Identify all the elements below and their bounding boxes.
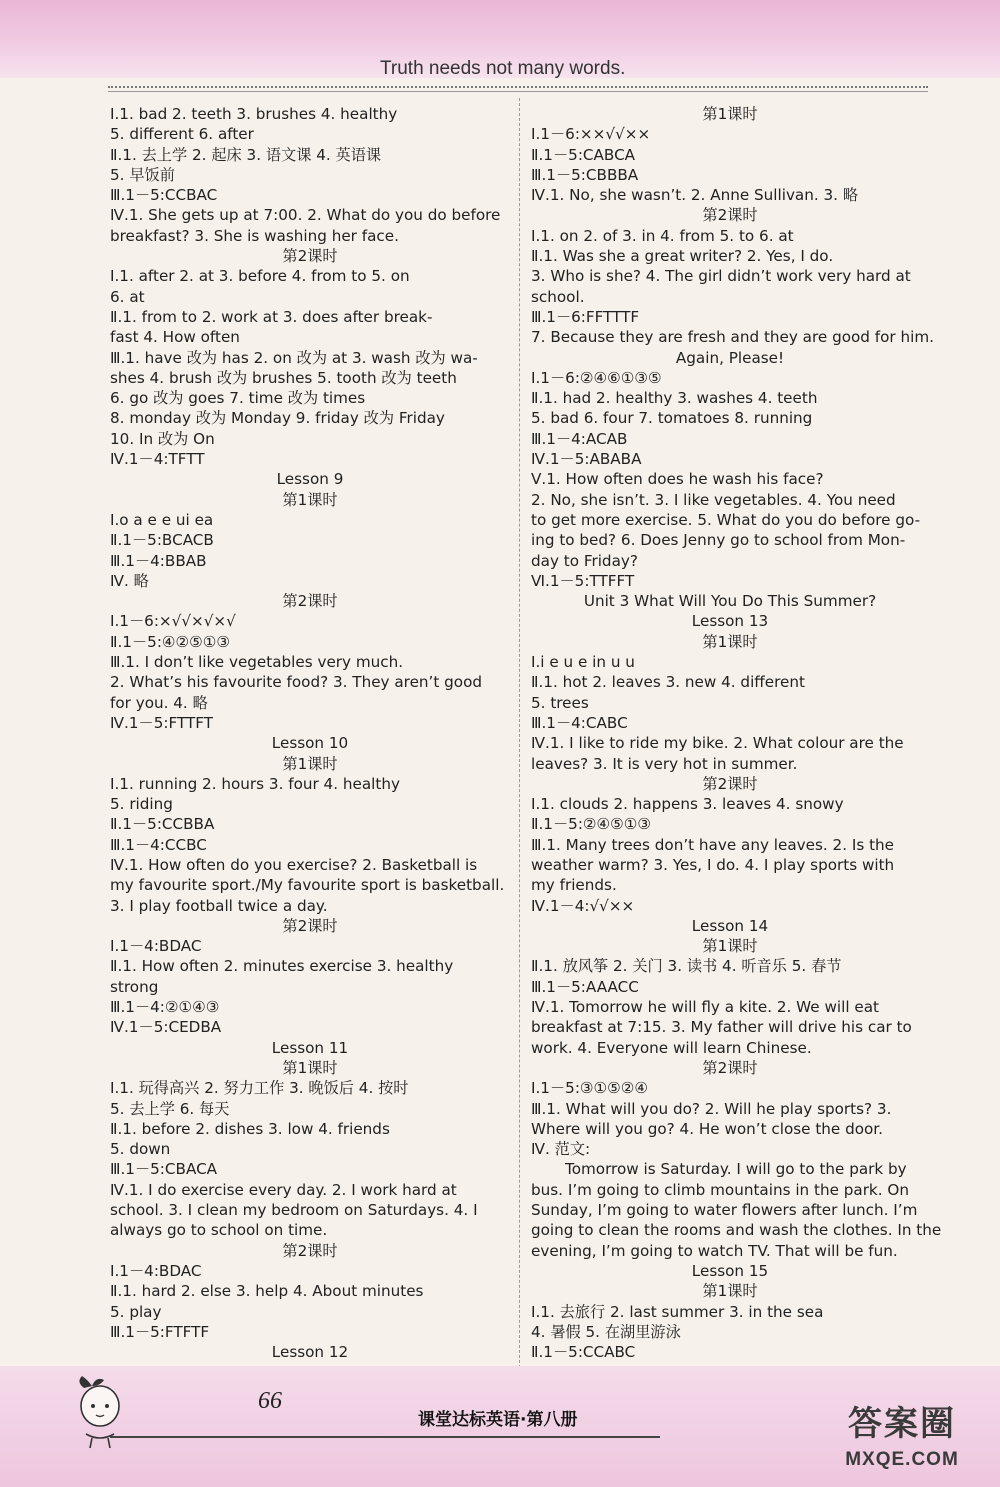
answer-line: Ⅱ.1－5:CABCA — [531, 145, 636, 164]
answer-line: 2. What’s his favourite food? 3. They aren’t good — [110, 673, 483, 692]
answer-line: 10. In 改为 On — [110, 429, 215, 448]
section-heading: 第2课时 — [702, 774, 758, 793]
section-heading: 第1课时 — [702, 937, 758, 956]
answer-line: Ⅱ.1－5:②④⑤①③ — [531, 815, 652, 834]
answer-line: Ⅲ.1－4:CABC — [531, 713, 628, 732]
answer-line: school. 3. I clean my bedroom on Saturdays. 4. I — [110, 1201, 478, 1220]
answer-line: Ⅱ.1. before 2. dishes 3. low 4. friends — [110, 1119, 390, 1138]
answer-line: Ⅱ.1. hard 2. else 3. help 4. About minutes — [110, 1282, 424, 1301]
section-heading: Lesson 11 — [271, 1038, 349, 1057]
answer-line: 7. Because they are fresh and they are good for him. — [531, 328, 934, 347]
answer-line: 5. 早饭前 — [110, 165, 175, 184]
answer-line: Ⅲ.1－4:ACAB — [531, 429, 628, 448]
answer-line: Ⅳ.1. Tomorrow he will fly a kite. 2. We will eat — [531, 998, 879, 1017]
section-heading: 第2课时 — [282, 247, 338, 266]
answer-line: Ⅲ.1. I don’t like vegetables very much. — [110, 653, 404, 672]
answer-line: Ⅳ.1－4:TFTT — [110, 450, 205, 469]
answer-line: 5. 去上学 6. 每天 — [110, 1099, 230, 1118]
answer-line: Ⅱ.1. Was she a great writer? 2. Yes, I do. — [531, 247, 834, 266]
footer-rule — [110, 1436, 660, 1438]
answer-line: work. 4. Everyone will learn Chinese. — [531, 1038, 812, 1057]
answer-line: Ⅳ. 范文: — [531, 1140, 591, 1159]
answer-line: Ⅰ.1－4:BDAC — [110, 937, 202, 956]
section-heading: 第1课时 — [282, 1058, 338, 1077]
answer-line: strong — [110, 977, 159, 996]
answer-line: Ⅲ.1. What will you do? 2. Will he play sports? 3. — [531, 1099, 892, 1118]
answer-line: my favourite sport./My favourite sport is basketball. — [110, 876, 505, 895]
answer-line: for you. 4. 略 — [110, 693, 208, 712]
answer-line: Ⅰ.1. on 2. of 3. in 4. from 5. to 6. at — [531, 226, 794, 245]
answer-line: shes 4. brush 改为 brushes 5. tooth 改为 teeth — [110, 368, 457, 387]
answer-line: 8. monday 改为 Monday 9. friday 改为 Friday — [110, 409, 445, 428]
answer-line: leaves? 3. It is very hot in summer. — [531, 754, 798, 773]
answer-column-right — [531, 104, 942, 1362]
section-heading: 第1课时 — [282, 754, 338, 773]
section-heading: 第2课时 — [702, 206, 758, 225]
answer-line: Ⅵ.1－5:TTFFT — [531, 571, 635, 590]
section-heading: Unit 3 What Will You Do This Summer? — [583, 592, 877, 611]
answer-line: 5. bad 6. four 7. tomatoes 8. running — [531, 409, 813, 428]
answer-line: my friends. — [531, 876, 617, 895]
answer-line: Ⅱ.1. from to 2. work at 3. does after break- — [110, 307, 433, 326]
section-heading: 第1课时 — [702, 1282, 758, 1301]
answer-line: Ⅳ.1. She gets up at 7:00. 2. What do you do before — [110, 206, 501, 225]
section-heading: Lesson 15 — [691, 1261, 769, 1280]
answer-line: Ⅲ.1－4:BBAB — [110, 551, 207, 570]
answer-line: bus. I’m going to climb mountains in the park. On — [531, 1180, 909, 1199]
answer-line: Ⅰ.1－6:×√√×√×√ — [110, 612, 236, 631]
answer-line: to get more exercise. 5. What do you do before go- — [531, 510, 921, 529]
answer-line: Ⅳ.1－5:CEDBA — [110, 1018, 222, 1037]
answer-line: breakfast? 3. She is washing her face. — [110, 226, 399, 245]
answer-line: Ⅲ.1. Many trees don’t have any leaves. 2. Is the — [531, 835, 895, 854]
column-divider — [519, 98, 520, 1368]
answer-line: Where will you go? 4. He won’t close the door. — [531, 1119, 883, 1138]
answer-line: 5. riding — [110, 795, 173, 814]
book-title: 课堂达标英语·第八册 — [418, 1410, 578, 1430]
section-heading: Again, Please! — [675, 348, 785, 367]
answer-line: Ⅱ.1. had 2. healthy 3. washes 4. teeth — [531, 389, 818, 408]
section-heading: 第2课时 — [282, 592, 338, 611]
answer-line: Ⅲ.1－5:AAACC — [531, 977, 639, 996]
answer-line: 6. go 改为 goes 7. time 改为 times — [110, 389, 366, 408]
section-heading: 第1课时 — [282, 490, 338, 509]
answer-line: weather warm? 3. Yes, I do. 4. I play sports with — [531, 855, 895, 874]
watermark — [812, 1396, 992, 1471]
section-heading: 第2课时 — [702, 1058, 758, 1077]
answer-line: Ⅲ.1－4:CCBC — [110, 835, 207, 854]
answer-line: evening, I’m going to watch TV. That will be fun. — [531, 1241, 898, 1260]
answer-line: Ⅰ.1. running 2. hours 3. four 4. healthy — [110, 774, 400, 793]
answer-line: Ⅰ.i e u e in u u — [531, 653, 635, 672]
answer-line: Ⅴ.1. How often does he wash his face? — [531, 470, 824, 489]
answer-line: Ⅲ.1－5:CCBAC — [110, 186, 218, 205]
answer-line: Ⅱ.1－5:BCACB — [110, 531, 214, 550]
answer-line: Ⅰ.1－4:BDAC — [110, 1261, 202, 1280]
mascot-icon — [70, 1372, 130, 1452]
answer-line: 5. play — [110, 1302, 162, 1321]
answer-column-left — [110, 104, 510, 1362]
answer-line: 4. 暑假 5. 在湖里游泳 — [531, 1322, 681, 1341]
section-heading: 第2课时 — [282, 916, 338, 935]
answer-line: Ⅲ.1－5:CBBBA — [531, 165, 639, 184]
answer-line: Ⅳ. 略 — [110, 571, 149, 590]
answer-line: ing to bed? 6. Does Jenny go to school from Mon- — [531, 531, 906, 550]
answer-line: 3. I play football twice a day. — [110, 896, 328, 915]
answer-line: Ⅳ.1－5:FTTFT — [110, 713, 213, 732]
answer-line: breakfast at 7:15. 3. My father will drive his car to — [531, 1018, 912, 1037]
section-heading: 第1课时 — [702, 632, 758, 651]
header-motto: Truth needs not many words. — [380, 58, 626, 79]
answer-line: Sunday, I’m going to water flowers after lunch. I’m — [531, 1201, 918, 1220]
answer-line: Ⅰ.1. clouds 2. happens 3. leaves 4. snowy — [531, 795, 844, 814]
answer-line: Ⅰ.1－6:××√√×× — [531, 125, 651, 144]
answer-line: Ⅱ.1. 去上学 2. 起床 3. 语文课 4. 英语课 — [110, 145, 382, 164]
answer-line: Ⅳ.1. I do exercise every day. 2. I work hard at — [110, 1180, 457, 1199]
section-heading: Lesson 13 — [691, 612, 769, 631]
answer-line: Ⅳ.1. How often do you exercise? 2. Basketball is — [110, 855, 478, 874]
answer-line: Ⅰ.1－6:②④⑥①③⑤ — [531, 368, 662, 387]
answer-line: Ⅱ.1. hot 2. leaves 3. new 4. different — [531, 673, 805, 692]
answer-line: Tomorrow is Saturday. I will go to the park by — [565, 1160, 907, 1179]
answer-line: Ⅰ.1－5:③①⑤②④ — [531, 1079, 649, 1098]
answer-line: Ⅱ.1－5:CCBBA — [110, 815, 215, 834]
header-rule — [108, 86, 928, 88]
answer-line: Ⅳ.1. I like to ride my bike. 2. What colour are the — [531, 734, 904, 753]
answer-line: Ⅰ.1. 去旅行 2. last summer 3. in the sea — [531, 1302, 824, 1321]
answer-line: Ⅰ.1. 玩得高兴 2. 努力工作 3. 晚饭后 4. 按时 — [110, 1079, 409, 1098]
answer-line: Ⅳ.1－4:√√×× — [531, 896, 635, 915]
answer-line: Ⅰ.1. after 2. at 3. before 4. from to 5. on — [110, 267, 410, 286]
answer-line: Ⅱ.1－5:④②⑤①③ — [110, 632, 231, 651]
answer-line: Ⅳ.1. No, she wasn’t. 2. Anne Sullivan. 3. 略 — [531, 186, 859, 205]
section-heading: Lesson 10 — [271, 734, 349, 753]
answer-line: day to Friday? — [531, 551, 638, 570]
answer-line: Ⅲ.1－5:FTFTF — [110, 1322, 210, 1341]
page-number: 66 — [258, 1388, 282, 1414]
answer-line: going to clean the rooms and wash the clothes. In the — [531, 1221, 942, 1240]
answer-line: Ⅰ.1. bad 2. teeth 3. brushes 4. healthy — [110, 105, 398, 123]
section-heading: Lesson 9 — [276, 470, 344, 489]
answer-line: Ⅲ.1. have 改为 has 2. on 改为 at 3. wash 改为 wa- — [110, 348, 478, 367]
section-heading: 第2课时 — [282, 1241, 338, 1260]
answer-line: Ⅱ.1. How often 2. minutes exercise 3. healthy — [110, 957, 454, 976]
answer-line: 5. down — [110, 1140, 171, 1159]
watermark-url: MXQE.COM — [845, 1449, 959, 1470]
section-heading: Lesson 14 — [691, 916, 769, 935]
answer-line: 5. different 6. after — [110, 125, 254, 144]
answer-line: Ⅱ.1－5:CCABC — [531, 1343, 636, 1362]
answer-line: 5. trees — [531, 693, 589, 712]
answer-line: 2. No, she isn’t. 3. I like vegetables. 4. You need — [531, 490, 896, 509]
answer-line: 3. Who is she? 4. The girl didn’t work very hard at — [531, 267, 911, 286]
header-rule-solid — [108, 91, 928, 92]
answer-line: always go to school on time. — [110, 1221, 328, 1240]
section-heading: 第1课时 — [702, 105, 758, 123]
answer-line: Ⅳ.1－5:ABABA — [531, 450, 642, 469]
watermark-main: 答案圈 — [848, 1405, 956, 1443]
answer-line: school. — [531, 287, 585, 306]
answer-line: fast 4. How often — [110, 328, 240, 347]
answer-line: Ⅰ.o a e e ui ea — [110, 510, 214, 529]
answer-line: 6. at — [110, 287, 145, 306]
answer-line: Ⅲ.1－4:②①④③ — [110, 998, 220, 1017]
answer-line: Ⅲ.1－6:FFTTTF — [531, 307, 640, 326]
answer-line: Ⅱ.1. 放风筝 2. 关门 3. 读书 4. 听音乐 5. 春节 — [531, 957, 842, 976]
section-heading: Lesson 12 — [271, 1343, 349, 1362]
answer-line: Ⅲ.1－5:CBACA — [110, 1160, 218, 1179]
